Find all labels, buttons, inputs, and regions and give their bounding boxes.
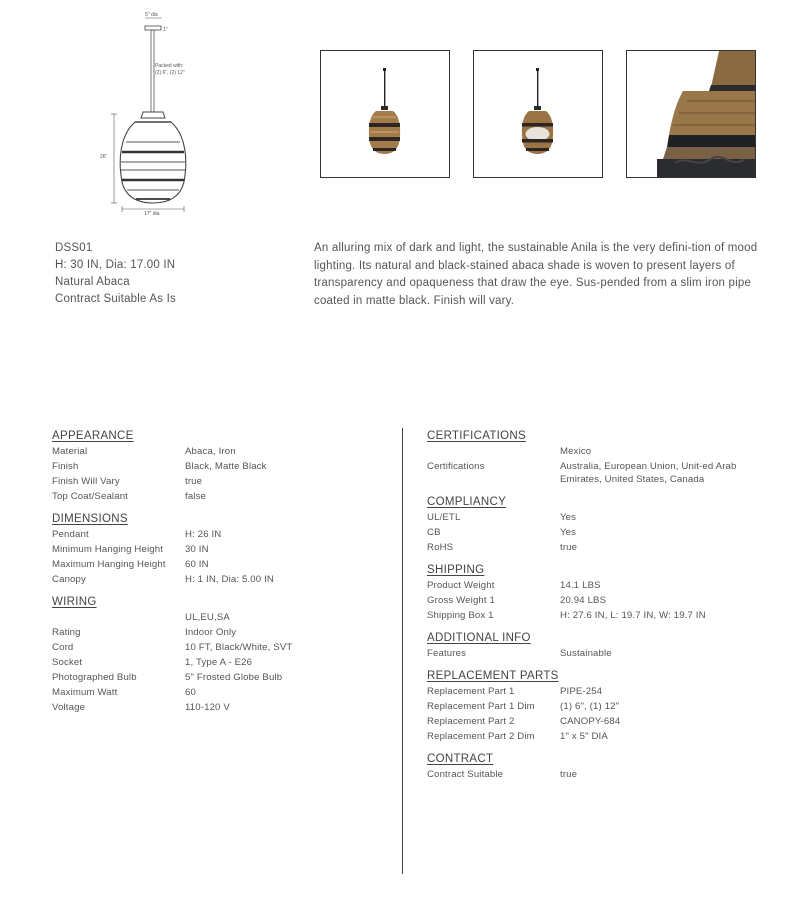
spec-label: UL/ETL — [427, 512, 461, 523]
spec-row-replacement-part-1-dim — [427, 700, 767, 713]
section-wiring — [52, 594, 382, 714]
spec-label: Cord — [52, 642, 74, 653]
section-title: CERTIFICATIONS — [427, 430, 526, 442]
spec-row-finish — [52, 460, 382, 473]
section-title: APPEARANCE — [52, 430, 134, 442]
spec-row-replacement-part-2-dim — [427, 730, 767, 743]
spec-row-cb — [427, 526, 767, 539]
packed-label: Packed with: — [155, 63, 184, 69]
spec-value: H: 27.6 IN, L: 19.7 IN, W: 19.7 IN — [560, 610, 706, 621]
spec-value: 110-120 V — [185, 702, 230, 713]
spec-value: 60 — [185, 687, 196, 698]
canopy-dim-label: 5" dia — [145, 12, 158, 18]
technical-drawing — [90, 10, 220, 220]
section-replacement-parts — [427, 668, 767, 743]
product-summary — [55, 240, 176, 308]
spec-value: Indoor Only — [185, 627, 237, 638]
section-title: REPLACEMENT PARTS — [427, 670, 559, 682]
spec-label: Canopy — [52, 574, 86, 585]
canopy-height-label: 1" — [163, 27, 168, 33]
spec-value: (1) 6", (1) 12" — [560, 701, 620, 712]
spec-row-cord — [52, 641, 382, 654]
spec-value: Abaca, Iron — [185, 446, 236, 457]
spec-value: 20.94 LBS — [560, 595, 607, 606]
spec-row-maximum-hanging-height — [52, 558, 382, 571]
spec-value: Sustainable — [560, 648, 612, 659]
sku: DSS01 — [55, 242, 93, 254]
spec-row-certifications — [427, 460, 767, 486]
spec-label: Features — [427, 648, 467, 659]
spec-value: Mexico — [560, 446, 592, 457]
spec-row-maximum-watt — [52, 686, 382, 699]
spec-label — [427, 445, 560, 458]
spec-value: 10 FT, Black/White, SVT — [185, 642, 293, 653]
section-title: COMPLIANCY — [427, 496, 507, 508]
spec-label: Maximum Hanging Height — [52, 559, 166, 570]
spec-row-replacement-part-1 — [427, 685, 767, 698]
section-shipping — [427, 562, 767, 622]
spec-value: 30 IN — [185, 544, 209, 555]
spec-value: 1" x 5" DIA — [560, 731, 608, 742]
spec-label: Certifications — [427, 461, 485, 472]
spec-value: 60 IN — [185, 559, 209, 570]
spec-value: true — [560, 769, 578, 780]
spec-label: Pendant — [52, 529, 89, 540]
spec-value: false — [185, 491, 207, 502]
spec-value: 1, Type A - E26 — [185, 657, 253, 668]
spec-row-gross-weight-1 — [427, 594, 767, 607]
spec-label: Shipping Box 1 — [427, 610, 494, 621]
spec-label: Finish — [52, 461, 79, 472]
spec-value: true — [185, 476, 203, 487]
spec-label: Replacement Part 1 Dim — [427, 701, 535, 712]
spec-row-top-coat-sealant — [52, 490, 382, 503]
section-appearance — [52, 428, 382, 503]
spec-row-rating — [52, 626, 382, 639]
product-photo-1 — [320, 50, 450, 178]
spec-label: Rating — [52, 627, 81, 638]
column-divider — [402, 428, 403, 874]
spec-label: RoHS — [427, 542, 454, 553]
section-contract — [427, 751, 767, 781]
spec-row-socket — [52, 656, 382, 669]
spec-value: 14.1 LBS — [560, 580, 601, 591]
spec-label: Material — [52, 446, 88, 457]
material: Natural Abaca — [55, 276, 130, 288]
spec-row-contract-suitable — [427, 768, 767, 781]
spec-row-pendant — [52, 528, 382, 541]
spec-label: Voltage — [52, 702, 86, 713]
spec-value: true — [560, 542, 578, 553]
width-dim-label: 17" dia — [144, 211, 160, 217]
spec-label: Replacement Part 1 — [427, 686, 515, 697]
section-compliancy — [427, 494, 767, 554]
spec-label: Replacement Part 2 — [427, 716, 515, 727]
spec-value: CANOPY-684 — [560, 716, 621, 727]
spec-value: H: 1 IN, Dia: 5.00 IN — [185, 574, 274, 585]
spec-row-rohs — [427, 541, 767, 554]
spec-column-left — [52, 428, 382, 722]
spec-label: Socket — [52, 657, 83, 668]
product-photo-3 — [626, 50, 756, 178]
product-photo-2 — [473, 50, 603, 178]
height-dim-label: 26" — [100, 154, 108, 160]
spec-label: Contract Suitable — [427, 769, 504, 780]
spec-label: Replacement Part 2 Dim — [427, 731, 535, 742]
spec-row-ul-etl — [427, 511, 767, 524]
spec-value: H: 26 IN — [185, 529, 222, 540]
spec-row-shipping-box-1 — [427, 609, 767, 622]
spec-row-material — [52, 445, 382, 458]
spec-label: Finish Will Vary — [52, 476, 120, 487]
spec-label: Product Weight — [427, 580, 495, 591]
spec-label: Minimum Hanging Height — [52, 544, 164, 555]
section-title: WIRING — [52, 596, 97, 608]
spec-label: CB — [427, 527, 441, 538]
spec-row-canopy — [52, 573, 382, 586]
spec-value: Yes — [560, 512, 577, 523]
spec-row-product-weight — [427, 579, 767, 592]
spec-label: Maximum Watt — [52, 687, 118, 698]
spec-value: PIPE-254 — [560, 686, 603, 697]
size: H: 30 IN, Dia: 17.00 IN — [55, 259, 176, 271]
spec-column-right — [427, 428, 767, 789]
spec-row-replacement-part-2 — [427, 715, 767, 728]
spec-label: Gross Weight 1 — [427, 595, 496, 606]
section-additional-info — [427, 630, 767, 660]
section-title: DIMENSIONS — [52, 513, 128, 525]
packed-value: (2) 6", (2) 12" — [155, 70, 185, 76]
contract-note: Contract Suitable As Is — [55, 293, 176, 305]
product-description: An alluring mix of dark and light, the sustainable Anila is the very defini-tion of mood lighting. Its natural and black-stained abaca shade is woven to present layers of transparency and opaqueness that draw the eye. Sus-pended from a slim iron pipe coated in matte black. Finish will vary. — [314, 242, 758, 307]
spec-value: Yes — [560, 527, 577, 538]
spec-value: Australia, European Union, Unit-ed Arab Emirates, United States, Canada — [560, 461, 737, 485]
spec-row-blank — [52, 611, 382, 624]
spec-row-blank — [427, 445, 767, 458]
section-title: SHIPPING — [427, 564, 485, 576]
spec-row-features — [427, 647, 767, 660]
spec-label — [52, 611, 185, 624]
spec-label: Top Coat/Sealant — [52, 491, 129, 502]
spec-row-photographed-bulb — [52, 671, 382, 684]
spec-row-finish-will-vary — [52, 475, 382, 488]
section-certifications — [427, 428, 767, 486]
spec-value: UL,EU,SA — [185, 612, 230, 623]
section-title: ADDITIONAL INFO — [427, 632, 531, 644]
spec-row-minimum-hanging-height — [52, 543, 382, 556]
section-dimensions — [52, 511, 382, 586]
spec-row-voltage — [52, 701, 382, 714]
spec-label: Photographed Bulb — [52, 672, 137, 683]
section-title: CONTRACT — [427, 753, 494, 765]
spec-value: 5" Frosted Globe Bulb — [185, 672, 283, 683]
spec-value: Black, Matte Black — [185, 461, 267, 472]
